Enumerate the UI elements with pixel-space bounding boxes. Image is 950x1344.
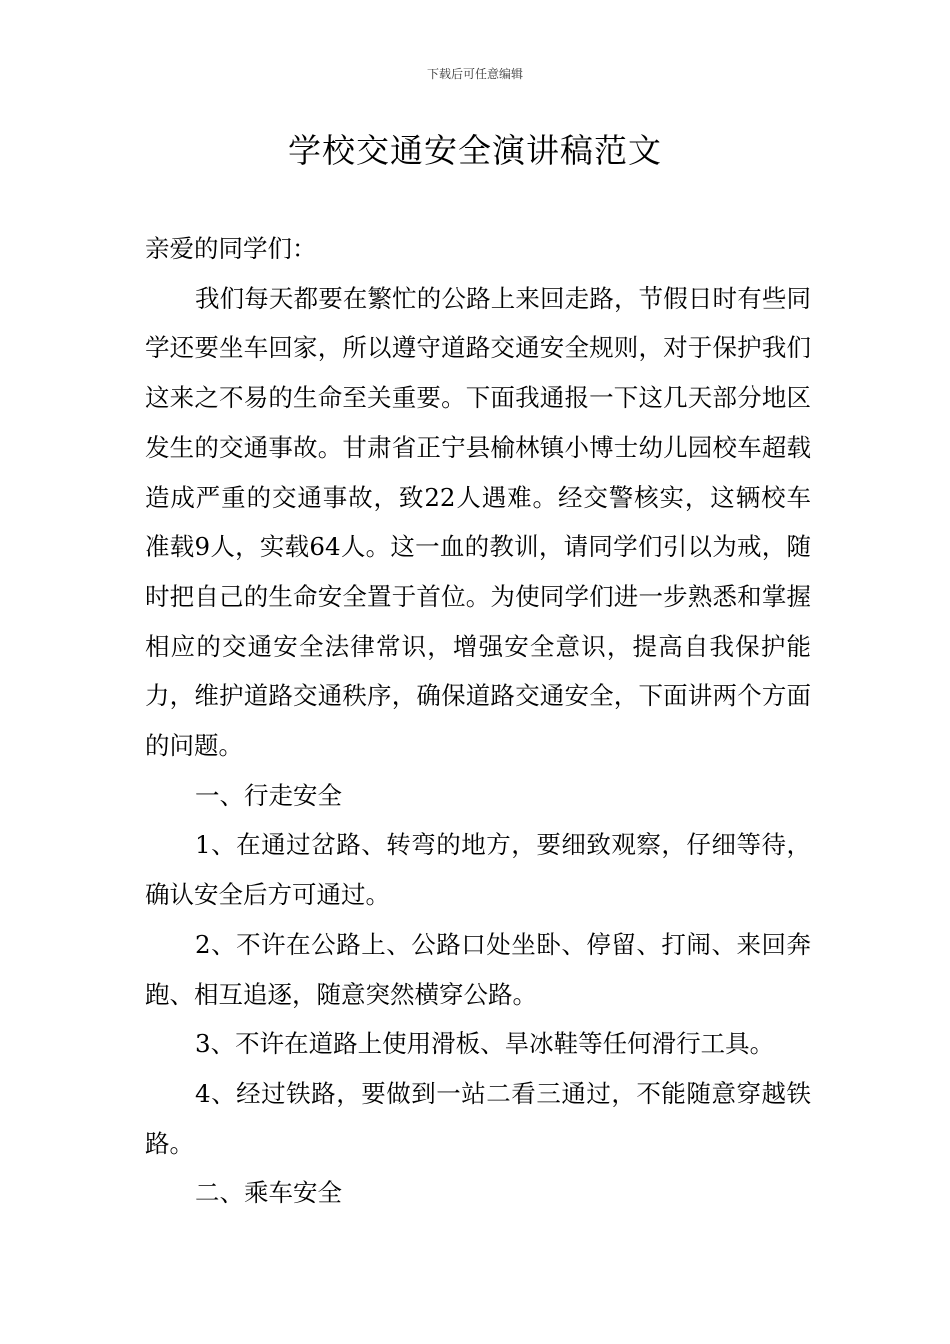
header-note: 下载后可任意编辑 bbox=[426, 67, 523, 81]
document-title: 学校交通安全演讲稿范文 bbox=[288, 131, 662, 170]
section-heading-walking-safety: 一、行走安全 bbox=[195, 780, 342, 810]
salutation: 亲爱的同学们： bbox=[145, 234, 317, 263]
list-item-3: 3、不许在道路上使用滑板、旱冰鞋等任何滑行工具。 bbox=[195, 1029, 775, 1059]
section-heading-riding-safety: 二、乘车安全 bbox=[195, 1178, 342, 1208]
paragraph-intro: 我们每天都要在繁忙的公路上来回走路，节假日时有些同学还要坐车回家，所以遵守道路交通安全规则，对于保护我们这来之不易的生命至关重要。下面我通报一下这几天部分地区发生的交通事故。甘肃省正宁县榆林镇小博士幼儿园校车超载造成严重的交通事故，致22人遇难。经交警核实，这辆校车准载9人，实载64人。这一血的教训，请同学们引以为戒，随时把自己的生命安全置于首位。为使同学们进一步熟悉和掌握相应的交通安全法律常识，增强安全意识，提高自我保护能力，维护道路交通秩序，确保道路交通安全，下面讲两个方面的问题。 bbox=[145, 283, 811, 761]
list-item-1: 1、在通过岔路、转弯的地方，要细致观察，仔细等待，确认安全后方可通过。 bbox=[145, 830, 811, 910]
list-item-2: 2、不许在公路上、公路口处坐卧、停留、打闹、来回奔跑、相互追逐，随意突然横穿公路。 bbox=[145, 929, 811, 1009]
document-body bbox=[145, 224, 811, 1218]
list-item-4: 4、经过铁路，要做到一站二看三通过，不能随意穿越铁路。 bbox=[145, 1078, 811, 1158]
